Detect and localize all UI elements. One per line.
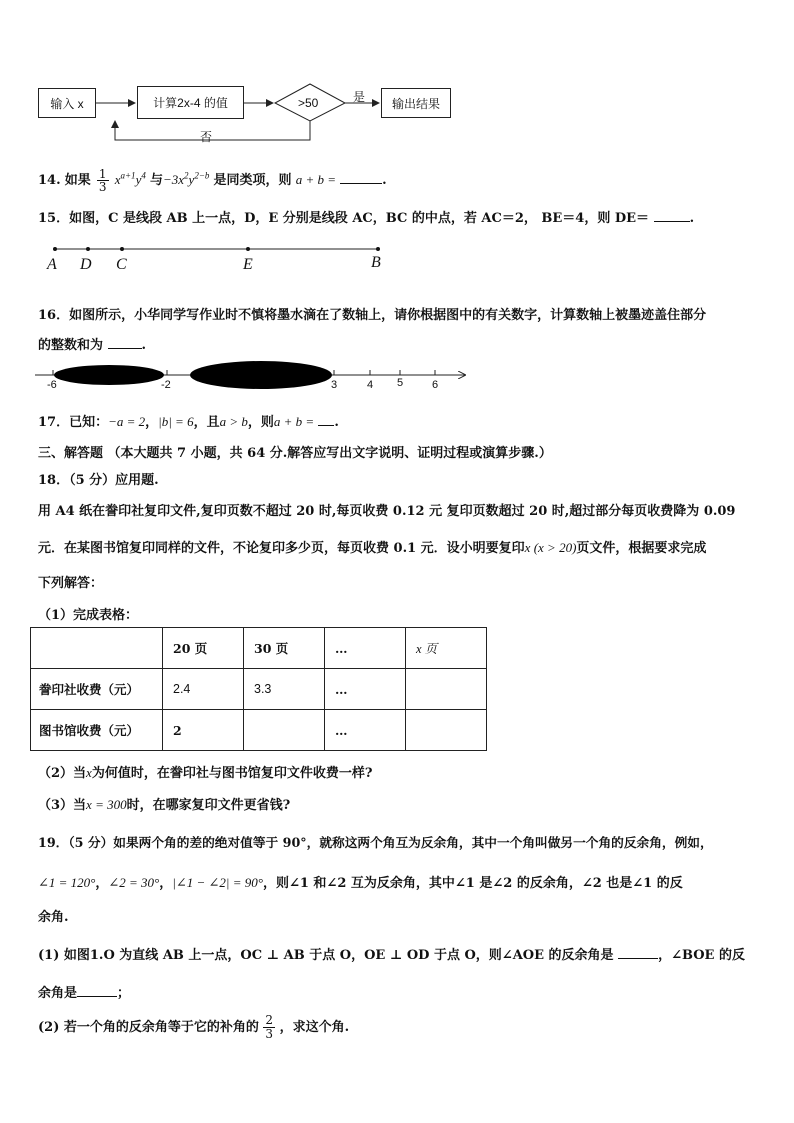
q18-sub1: （1）完成表格：	[38, 608, 139, 623]
table-header-cell: x 页	[406, 628, 487, 669]
q16-end: .	[141, 338, 147, 353]
q15-answer-blank[interactable]	[654, 221, 690, 222]
q14-frac-den: 3	[98, 180, 107, 194]
table-cell: 2	[163, 710, 244, 751]
q18-sub3-a: （3）当	[38, 798, 87, 813]
q14-term2b: y	[188, 172, 195, 187]
q19-sub1-text-b: ，∠BOE 的反	[658, 948, 745, 963]
table-cell-blank[interactable]	[244, 710, 325, 751]
q17-end: .	[334, 415, 339, 430]
question-17	[38, 411, 339, 430]
q19-line2-rest: ，则∠1 和∠2 互为反余角，其中∠1 是∠2 的反余角，∠2 也是∠1 的反	[262, 876, 683, 891]
q18-sub3	[38, 794, 290, 813]
table-cell: 2.4	[163, 669, 244, 710]
q14-suffix: 是同类项，则	[213, 173, 292, 188]
q19-frac-num: 2	[265, 1013, 274, 1027]
q14-term2-exp: 2	[184, 170, 189, 181]
q19-line5-text: 余角是	[38, 986, 78, 1001]
table-row	[31, 710, 487, 751]
q19-sub1-text: (1) 如图1.O 为直线 AB 上一点，OC ⊥ AB 于点 O，OE ⊥ OD 于点 O，则∠AOE 的反余角是	[38, 948, 614, 963]
q18-p2-text-a: 元．在某图书馆复印同样的文件，不论复印多少页，每页收费 0.1 元．设小明要复印	[38, 541, 525, 556]
flowchart-condition-label: >50	[298, 96, 319, 110]
q19-sep1: ，	[95, 876, 109, 891]
q14-term1: x	[114, 172, 121, 187]
question-15	[38, 207, 694, 226]
q18-paragraph-line3: 下列解答：	[38, 576, 104, 591]
table-cell: 3.3	[244, 669, 325, 710]
q19-sub2-end: ，求这个角.	[279, 1020, 350, 1035]
q19-angle1: ∠1 = 120°	[38, 875, 96, 890]
q19-sub2-text: (2) 若一个角的反余角等于它的补角的	[38, 1020, 259, 1035]
q19-line5-end: ；	[117, 986, 131, 1001]
q19-line6	[38, 1014, 349, 1041]
q17-cond3: a > b	[219, 414, 248, 429]
point-c-dot	[120, 247, 124, 251]
point-e-dot	[246, 247, 250, 251]
q19-line5	[38, 982, 130, 1001]
q14-number: 14.	[38, 173, 61, 188]
table-header-cell: 20 页	[163, 628, 244, 669]
q14-fraction	[97, 168, 109, 193]
q14-term1-exp: a+1	[120, 170, 136, 181]
q14-term2: −3x	[163, 172, 185, 187]
table-row	[31, 669, 487, 710]
q16-number-line	[30, 360, 470, 395]
q19-answer-blank-1[interactable]	[618, 958, 658, 959]
q17-expr: a + b =	[273, 414, 315, 429]
q19-angle2: ∠2 = 30°	[108, 875, 160, 890]
q18-title: 18．（5 分）应用题.	[38, 473, 159, 488]
flowchart-compute-label: 计算2x-4 的值	[153, 96, 228, 110]
q18-sub2-math: x	[86, 765, 92, 780]
ink-blot-right	[190, 361, 332, 389]
point-b-dot	[376, 247, 380, 251]
flowchart-input-label: 输入 x	[50, 96, 84, 111]
q19-fraction	[263, 1014, 275, 1041]
q16-tick-neg2: -2	[161, 379, 171, 391]
question-16-line2	[38, 334, 146, 353]
q19-line2	[38, 872, 683, 891]
table-cell: …	[325, 710, 406, 751]
q19-line3: 余角.	[38, 910, 69, 925]
q15-label-c: C	[116, 256, 127, 273]
q15-segment-figure	[40, 240, 400, 280]
table-header-cell: 30 页	[244, 628, 325, 669]
table-row-label: 图书馆收费（元）	[31, 710, 163, 751]
q16-tick-4: 4	[367, 379, 374, 391]
q18-p2-math: x (x > 20)	[524, 540, 577, 555]
q14-expr: a + b =	[295, 172, 336, 187]
q17-sep3: ，则	[247, 415, 274, 430]
flowchart-no-label: 否	[200, 130, 213, 144]
q18-p2-text-b: 页文件，根据要求完成	[576, 541, 707, 556]
q15-label-a: A	[47, 256, 57, 273]
q16-tick-3: 3	[331, 379, 338, 391]
question-16-line1: 16．如图所示，小华同学写作业时不慎将墨水滴在了数轴上，请你根据图中的有关数字，计算数轴上被墨迹盖住部分	[38, 308, 707, 323]
q18-sub3-math: x = 300	[86, 797, 127, 812]
q14-term2b-exp: 2−b	[194, 170, 210, 181]
table-cell: …	[325, 669, 406, 710]
q14-mid: 与	[149, 173, 163, 188]
q17-cond2: |b| = 6	[158, 414, 194, 429]
point-d-dot	[86, 247, 90, 251]
q17-sep2: ，且	[193, 415, 220, 430]
q17-answer-blank[interactable]	[318, 425, 334, 426]
q19-line4	[38, 944, 745, 963]
flowchart-output-label: 输出结果	[391, 96, 440, 111]
q19-abs-diff: |∠1 − ∠2| = 90°	[172, 875, 263, 890]
flowchart-yes-label: 是	[353, 90, 366, 104]
question-14	[38, 168, 387, 196]
section-3-heading: 三、解答题 （本大题共 7 小题，共 64 分.解答应写出文字说明、证明过程或演算步骤.）	[38, 446, 552, 461]
q19-answer-blank-2[interactable]	[77, 996, 117, 997]
q18-sub2-b: 为何值时，在誊印社与图书馆复印文件收费一样?	[91, 766, 373, 781]
q14-term1b-exp: 4	[141, 170, 146, 181]
q17-sep1: ，	[145, 415, 159, 430]
q15-label-e: E	[243, 256, 253, 273]
q18-fee-table	[30, 627, 487, 751]
q15-text: 15．如图，C 是线段 AB 上一点，D，E 分别是线段 AC，BC 的中点，若 AC＝2， BE＝4，则 DE＝	[38, 211, 650, 226]
q18-paragraph-line1: 用 A4 纸在誊印社复印文件,复印页数不超过 20 时,每页收费 0.12 元 复印页数超过 20 时,超过部分每页收费降为 0.09	[38, 504, 736, 519]
q14-frac-num: 1	[98, 167, 107, 181]
table-row-label: 誊印社收费（元）	[31, 669, 163, 710]
q14-prefix: 如果	[64, 173, 91, 188]
table-cell-blank[interactable]	[406, 669, 487, 710]
table-header-row	[31, 628, 487, 669]
flowchart-connectors	[0, 70, 470, 150]
point-a-dot	[53, 247, 57, 251]
ink-blot-left	[54, 365, 164, 385]
q15-label-d: D	[80, 256, 92, 273]
q15-end: .	[689, 211, 695, 226]
q18-sub2	[38, 762, 372, 781]
q16-answer-blank[interactable]	[108, 348, 142, 349]
q17-cond1: −a = 2	[108, 414, 146, 429]
q15-label-b: B	[371, 254, 381, 271]
q17-number: 17．已知：	[38, 415, 109, 430]
q16-line2-text: 的整数和为	[38, 338, 104, 353]
q16-tick-neg6: -6	[47, 379, 57, 391]
q19-sep2: ，	[159, 876, 173, 891]
q16-tick-6: 6	[432, 379, 439, 391]
q18-sub3-b: 时，在哪家复印文件更省钱?	[126, 798, 291, 813]
q18-sub2-a: （2）当	[38, 766, 87, 781]
q19-line1: 19．（5 分）如果两个角的差的绝对值等于 90°，就称这两个角互为反余角，其中一个角叫做另一个角的反余角，例如，	[38, 835, 713, 850]
table-cell-blank[interactable]	[406, 710, 487, 751]
q16-tick-5: 5	[397, 377, 404, 389]
q14-end: .	[382, 173, 387, 188]
q18-paragraph-line2	[38, 537, 706, 556]
q14-term1b: y	[135, 172, 142, 187]
table-header-cell	[31, 628, 163, 669]
table-header-cell: …	[325, 628, 406, 669]
q14-answer-blank[interactable]	[340, 183, 382, 184]
q19-frac-den: 3	[265, 1027, 274, 1041]
